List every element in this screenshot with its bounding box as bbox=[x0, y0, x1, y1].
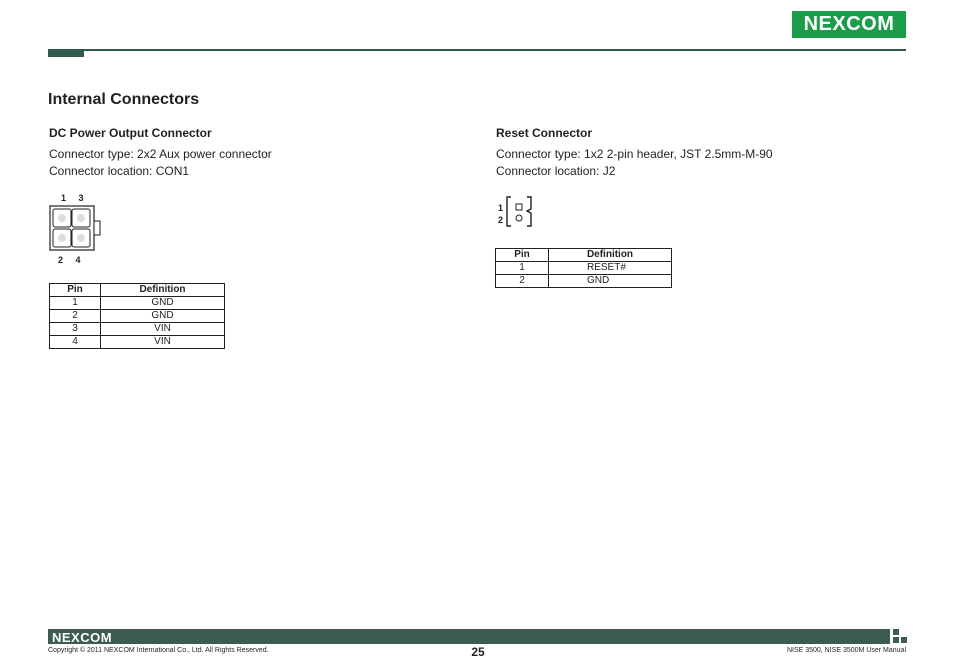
pin-cell: 2 bbox=[50, 310, 101, 323]
j2-connector-diagram bbox=[505, 195, 535, 229]
table-row bbox=[50, 336, 225, 349]
definition-cell: VIN bbox=[101, 336, 225, 349]
con1-connector-diagram bbox=[49, 205, 103, 251]
table-row bbox=[496, 275, 672, 288]
reset-heading: Reset Connector bbox=[496, 126, 593, 140]
definition-cell: GND bbox=[549, 275, 672, 288]
reset-location: Connector location: J2 bbox=[496, 164, 616, 178]
header-rule bbox=[84, 49, 906, 51]
page-number: 25 bbox=[471, 645, 485, 659]
con1-bottom-pin-labels: 2 4 bbox=[58, 255, 81, 265]
dc-power-heading: DC Power Output Connector bbox=[49, 126, 212, 140]
footer-bar bbox=[48, 629, 890, 644]
table-row bbox=[50, 310, 225, 323]
col-header-pin: Pin bbox=[496, 249, 549, 262]
page-title: Internal Connectors bbox=[48, 91, 200, 108]
footer-copyright: Copyright © 2011 NEXCOM International Co., Ltd. All Rights Reserved. bbox=[48, 647, 269, 654]
reset-pin-table bbox=[495, 248, 672, 288]
con1-top-pin-labels: 1 3 bbox=[61, 193, 84, 203]
definition-cell: RESET# bbox=[549, 262, 672, 275]
header-accent-block bbox=[48, 49, 84, 57]
col-header-pin: Pin bbox=[50, 284, 101, 297]
definition-cell: VIN bbox=[101, 323, 225, 336]
table-row bbox=[50, 323, 225, 336]
dc-power-type: Connector type: 2x2 Aux power connector bbox=[49, 147, 272, 161]
pin-cell: 1 bbox=[496, 262, 549, 275]
j2-pin2-label: 2 bbox=[498, 215, 504, 225]
table-row bbox=[50, 297, 225, 310]
footer-square-icon bbox=[901, 637, 907, 643]
logo-text: NEXCOM bbox=[803, 13, 895, 35]
footer-manual-title: NISE 3500, NISE 3500M User Manual bbox=[786, 647, 906, 654]
footer-logo: NEXCOM bbox=[52, 630, 113, 645]
pin-cell: 2 bbox=[496, 275, 549, 288]
j2-pin1-label: 1 bbox=[498, 203, 504, 213]
definition-cell: GND bbox=[101, 297, 225, 310]
dc-power-pin-table bbox=[49, 283, 225, 349]
pin-cell: 1 bbox=[50, 297, 101, 310]
reset-type: Connector type: 1x2 2-pin header, JST 2.5mm-M-90 bbox=[496, 147, 773, 161]
col-header-definition: Definition bbox=[101, 284, 225, 297]
pin-cell: 3 bbox=[50, 323, 101, 336]
dc-power-location: Connector location: CON1 bbox=[49, 164, 190, 178]
pin-cell: 4 bbox=[50, 336, 101, 349]
table-row bbox=[496, 262, 672, 275]
nexcom-logo bbox=[792, 11, 906, 38]
footer-square-icon bbox=[893, 629, 899, 635]
col-header-definition: Definition bbox=[549, 249, 672, 262]
footer-square-icon bbox=[893, 637, 899, 643]
definition-cell: GND bbox=[101, 310, 225, 323]
